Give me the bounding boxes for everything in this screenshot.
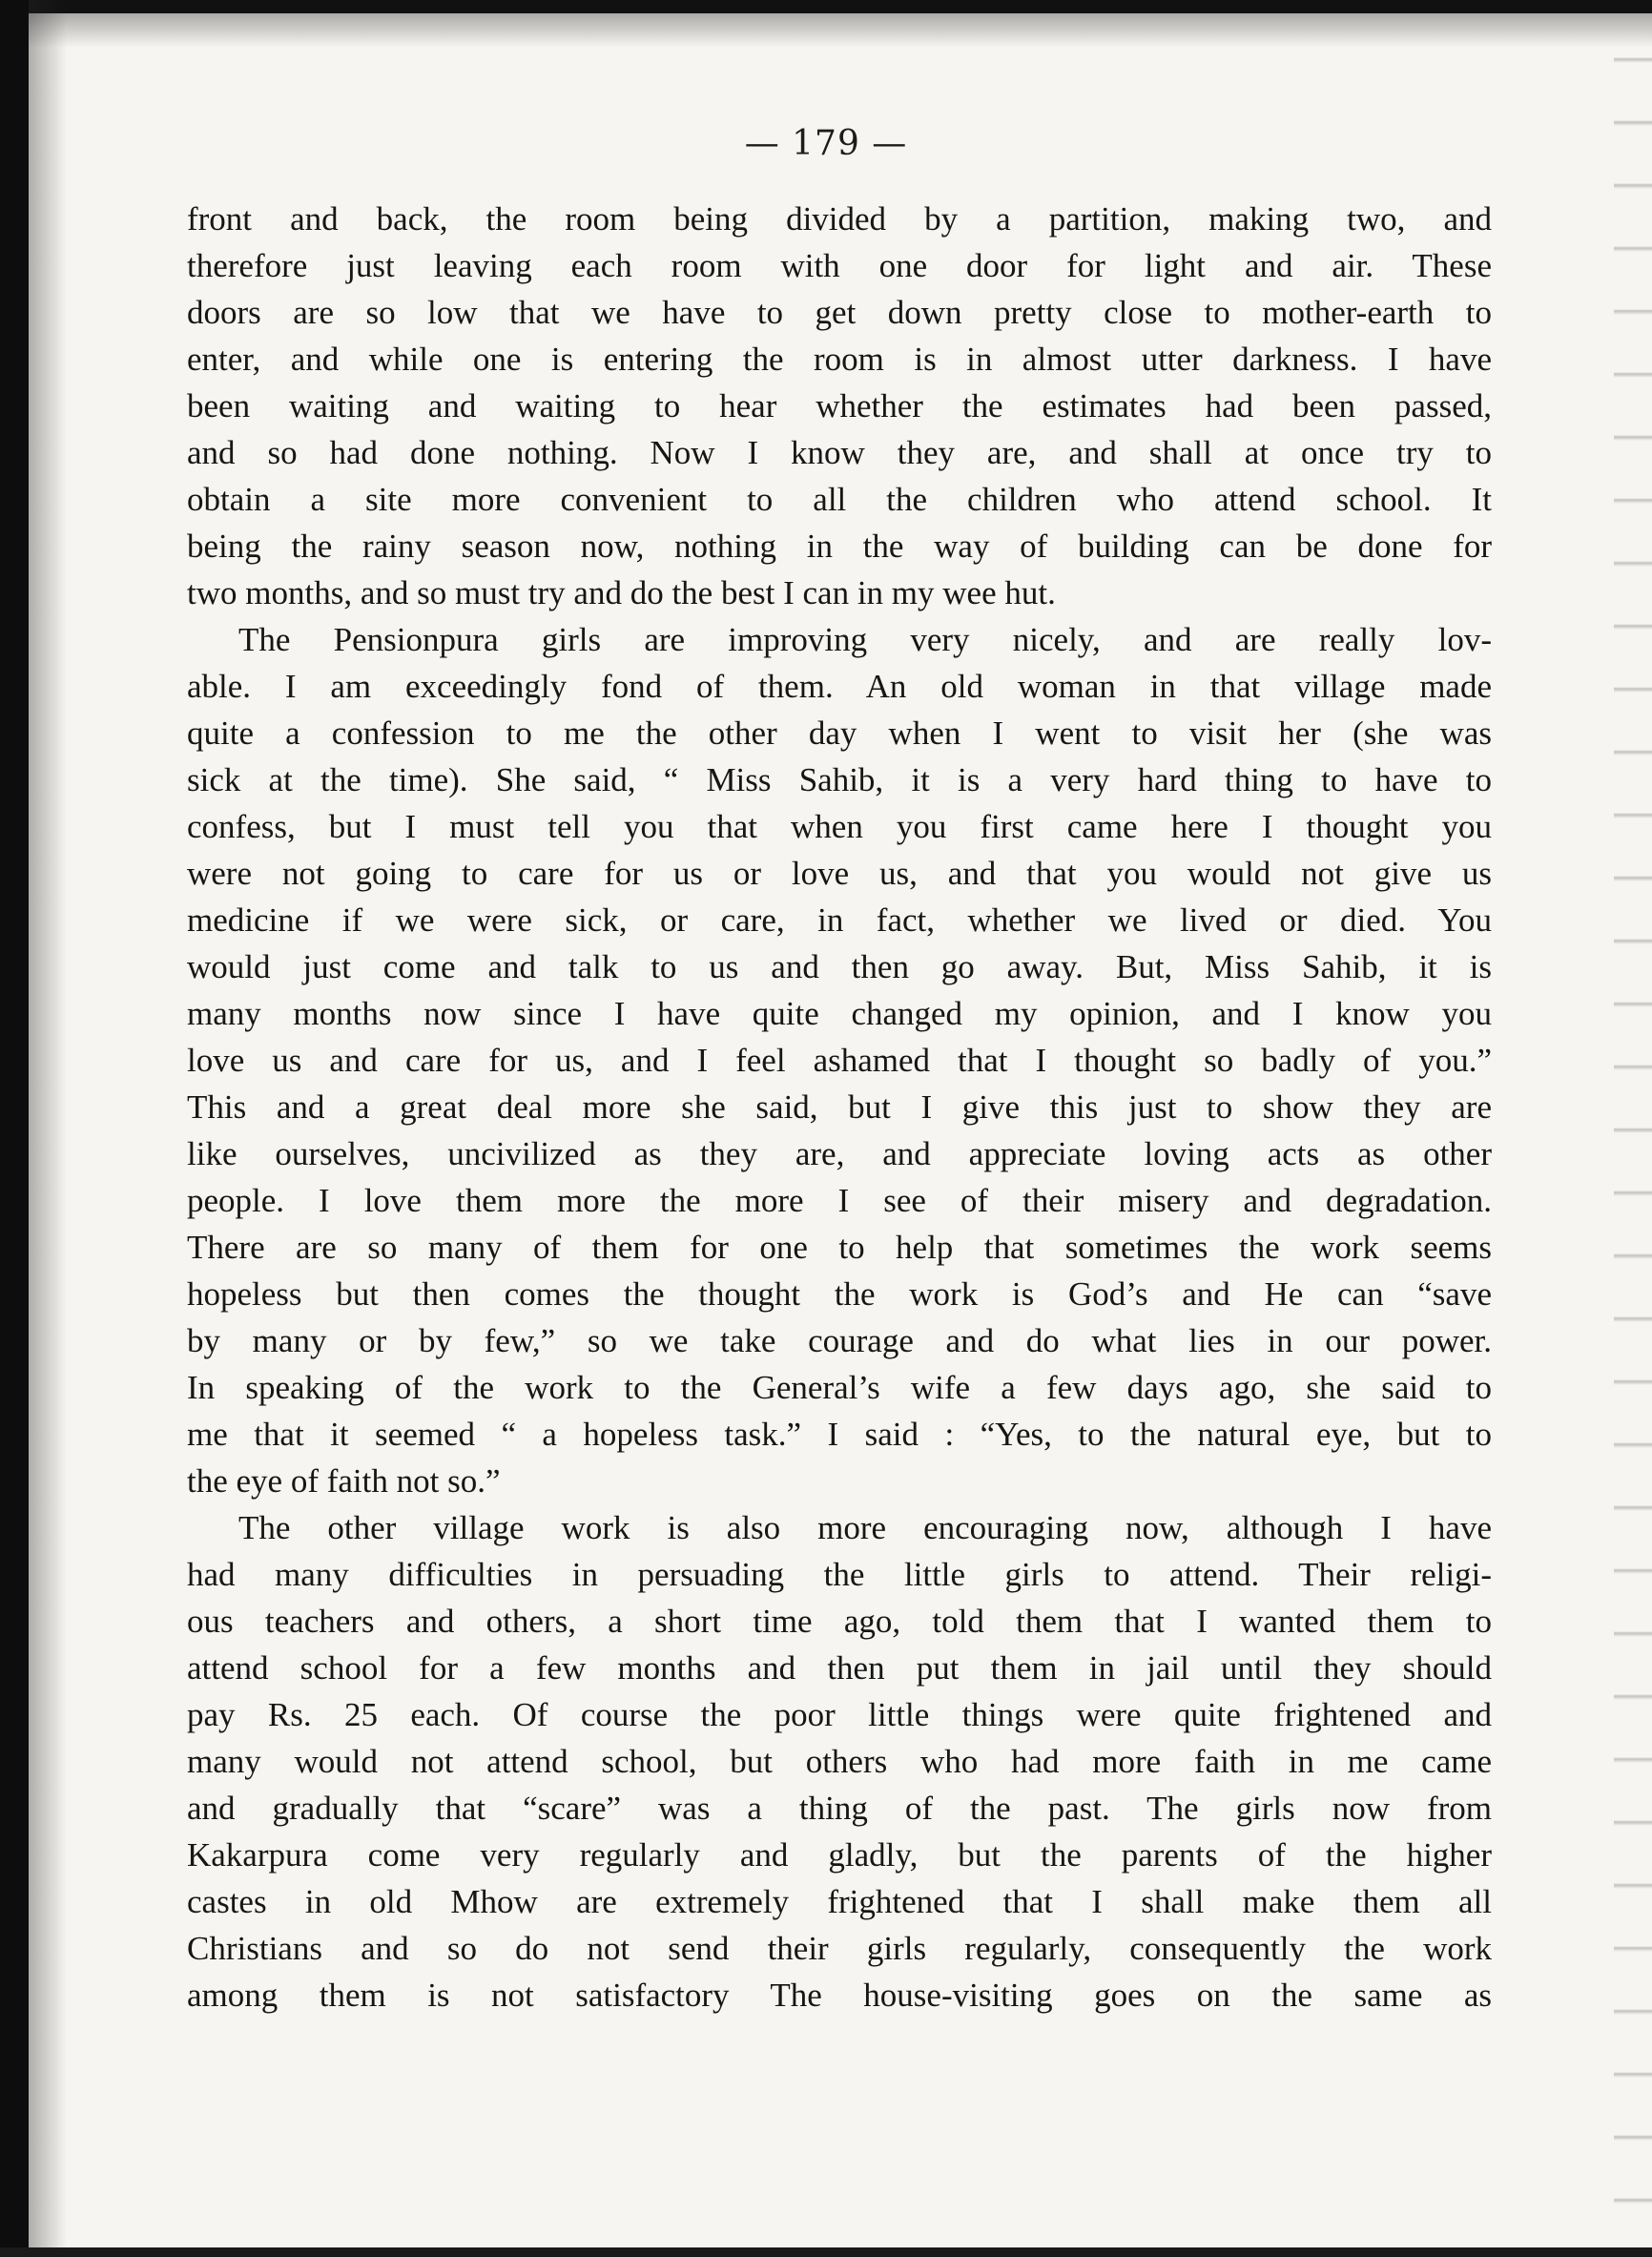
text-line: In speaking of the work to the General’s wife a few days ago, she said to bbox=[187, 1369, 1492, 1406]
text-line: been waiting and waiting to hear whether the estimates had been passed, bbox=[187, 387, 1492, 424]
text-line: ous teachers and others, a short time ago, told them that I wanted them to bbox=[187, 1603, 1492, 1640]
scan-specks-right bbox=[1614, 0, 1652, 2257]
scan-edge-top bbox=[0, 0, 1652, 13]
text-line: enter, and while one is entering the room is in almost utter darkness. I have bbox=[187, 341, 1492, 378]
text-line: There are so many of them for one to help that sometimes the work seems bbox=[187, 1229, 1492, 1266]
text-line: able. I am exceedingly fond of them. An old woman in that village made bbox=[187, 668, 1492, 705]
text-line: would just come and talk to us and then go away. But, Miss Sahib, it is bbox=[187, 948, 1492, 985]
text-line: me that it seemed “ a hopeless task.” I said : “Yes, to the natural eye, but to bbox=[187, 1416, 1492, 1453]
text-line: hopeless but then comes the thought the work is God’s and He can “save bbox=[187, 1275, 1492, 1313]
text-line: Kakarpura come very regularly and gladly, but the parents of the higher bbox=[187, 1836, 1492, 1874]
text-line: pay Rs. 25 each. Of course the poor little things were quite frightened and bbox=[187, 1696, 1492, 1733]
text-line: and gradually that “scare” was a thing of the past. The girls now from bbox=[187, 1790, 1492, 1827]
text-line: obtain a site more convenient to all the children who attend school. It bbox=[187, 481, 1492, 518]
text-line: front and back, the room being divided by a partition, making two, and bbox=[187, 200, 1492, 238]
text-line: sick at the time). She said, “ Miss Sahib, it is a very hard thing to have to bbox=[187, 761, 1492, 798]
text-line: many months now since I have quite changed my opinion, and I know you bbox=[187, 995, 1492, 1032]
text-line: confess, but I must tell you that when you first came here I thought you bbox=[187, 808, 1492, 845]
text-line: like ourselves, uncivilized as they are, and appreciate loving acts as other bbox=[187, 1135, 1492, 1172]
text-line: This and a great deal more she said, but I give this just to show they are bbox=[187, 1088, 1492, 1126]
text-line: Christians and so do not send their girls regularly, consequently the work bbox=[187, 1930, 1492, 1967]
text-line: doors are so low that we have to get down pretty close to mother-earth to bbox=[187, 294, 1492, 331]
text-line: the eye of faith not so.” bbox=[187, 1462, 501, 1500]
page-number: — 179 — bbox=[744, 124, 908, 163]
text-line: were not going to care for us or love us, and that you would not give us bbox=[187, 855, 1492, 892]
text-line: and so had done nothing. Now I know they are, and shall at once try to bbox=[187, 434, 1492, 471]
scan-shadow-left bbox=[29, 0, 67, 2257]
text-line: love us and care for us, and I feel ashamed that I thought so badly of you.” bbox=[187, 1042, 1492, 1079]
text-line: two months, and so must try and do the best I can in my wee hut. bbox=[187, 574, 1056, 611]
scan-edge-bottom bbox=[0, 2247, 1652, 2257]
text-line: had many difficulties in persuading the little girls to attend. Their religi- bbox=[187, 1556, 1492, 1593]
text-line: quite a confession to me the other day when I went to visit her (she was bbox=[187, 714, 1492, 752]
scan-shadow-top bbox=[0, 13, 1652, 48]
text-line: medicine if we were sick, or care, in fact, whether we lived or died. You bbox=[187, 901, 1492, 939]
scan-edge-left bbox=[0, 0, 29, 2257]
text-line: The other village work is also more encouraging now, although I have bbox=[238, 1509, 1492, 1546]
body-text bbox=[187, 196, 1492, 2019]
text-line: attend school for a few months and then put them in jail until they should bbox=[187, 1649, 1492, 1687]
text-line: by many or by few,” so we take courage and do what lies in our power. bbox=[187, 1322, 1492, 1359]
text-line: The Pensionpura girls are improving very nicely, and are really lov- bbox=[238, 621, 1492, 658]
text-line: many would not attend school, but others who had more faith in me came bbox=[187, 1743, 1492, 1780]
text-line: being the rainy season now, nothing in the way of building can be done for bbox=[187, 528, 1492, 565]
text-line: therefore just leaving each room with one door for light and air. These bbox=[187, 247, 1492, 284]
text-line: among them is not satisfactory The house-visiting goes on the same as bbox=[187, 1977, 1492, 2014]
text-line: people. I love them more the more I see of their misery and degradation. bbox=[187, 1182, 1492, 1219]
text-line: castes in old Mhow are extremely frightened that I shall make them all bbox=[187, 1883, 1492, 1920]
